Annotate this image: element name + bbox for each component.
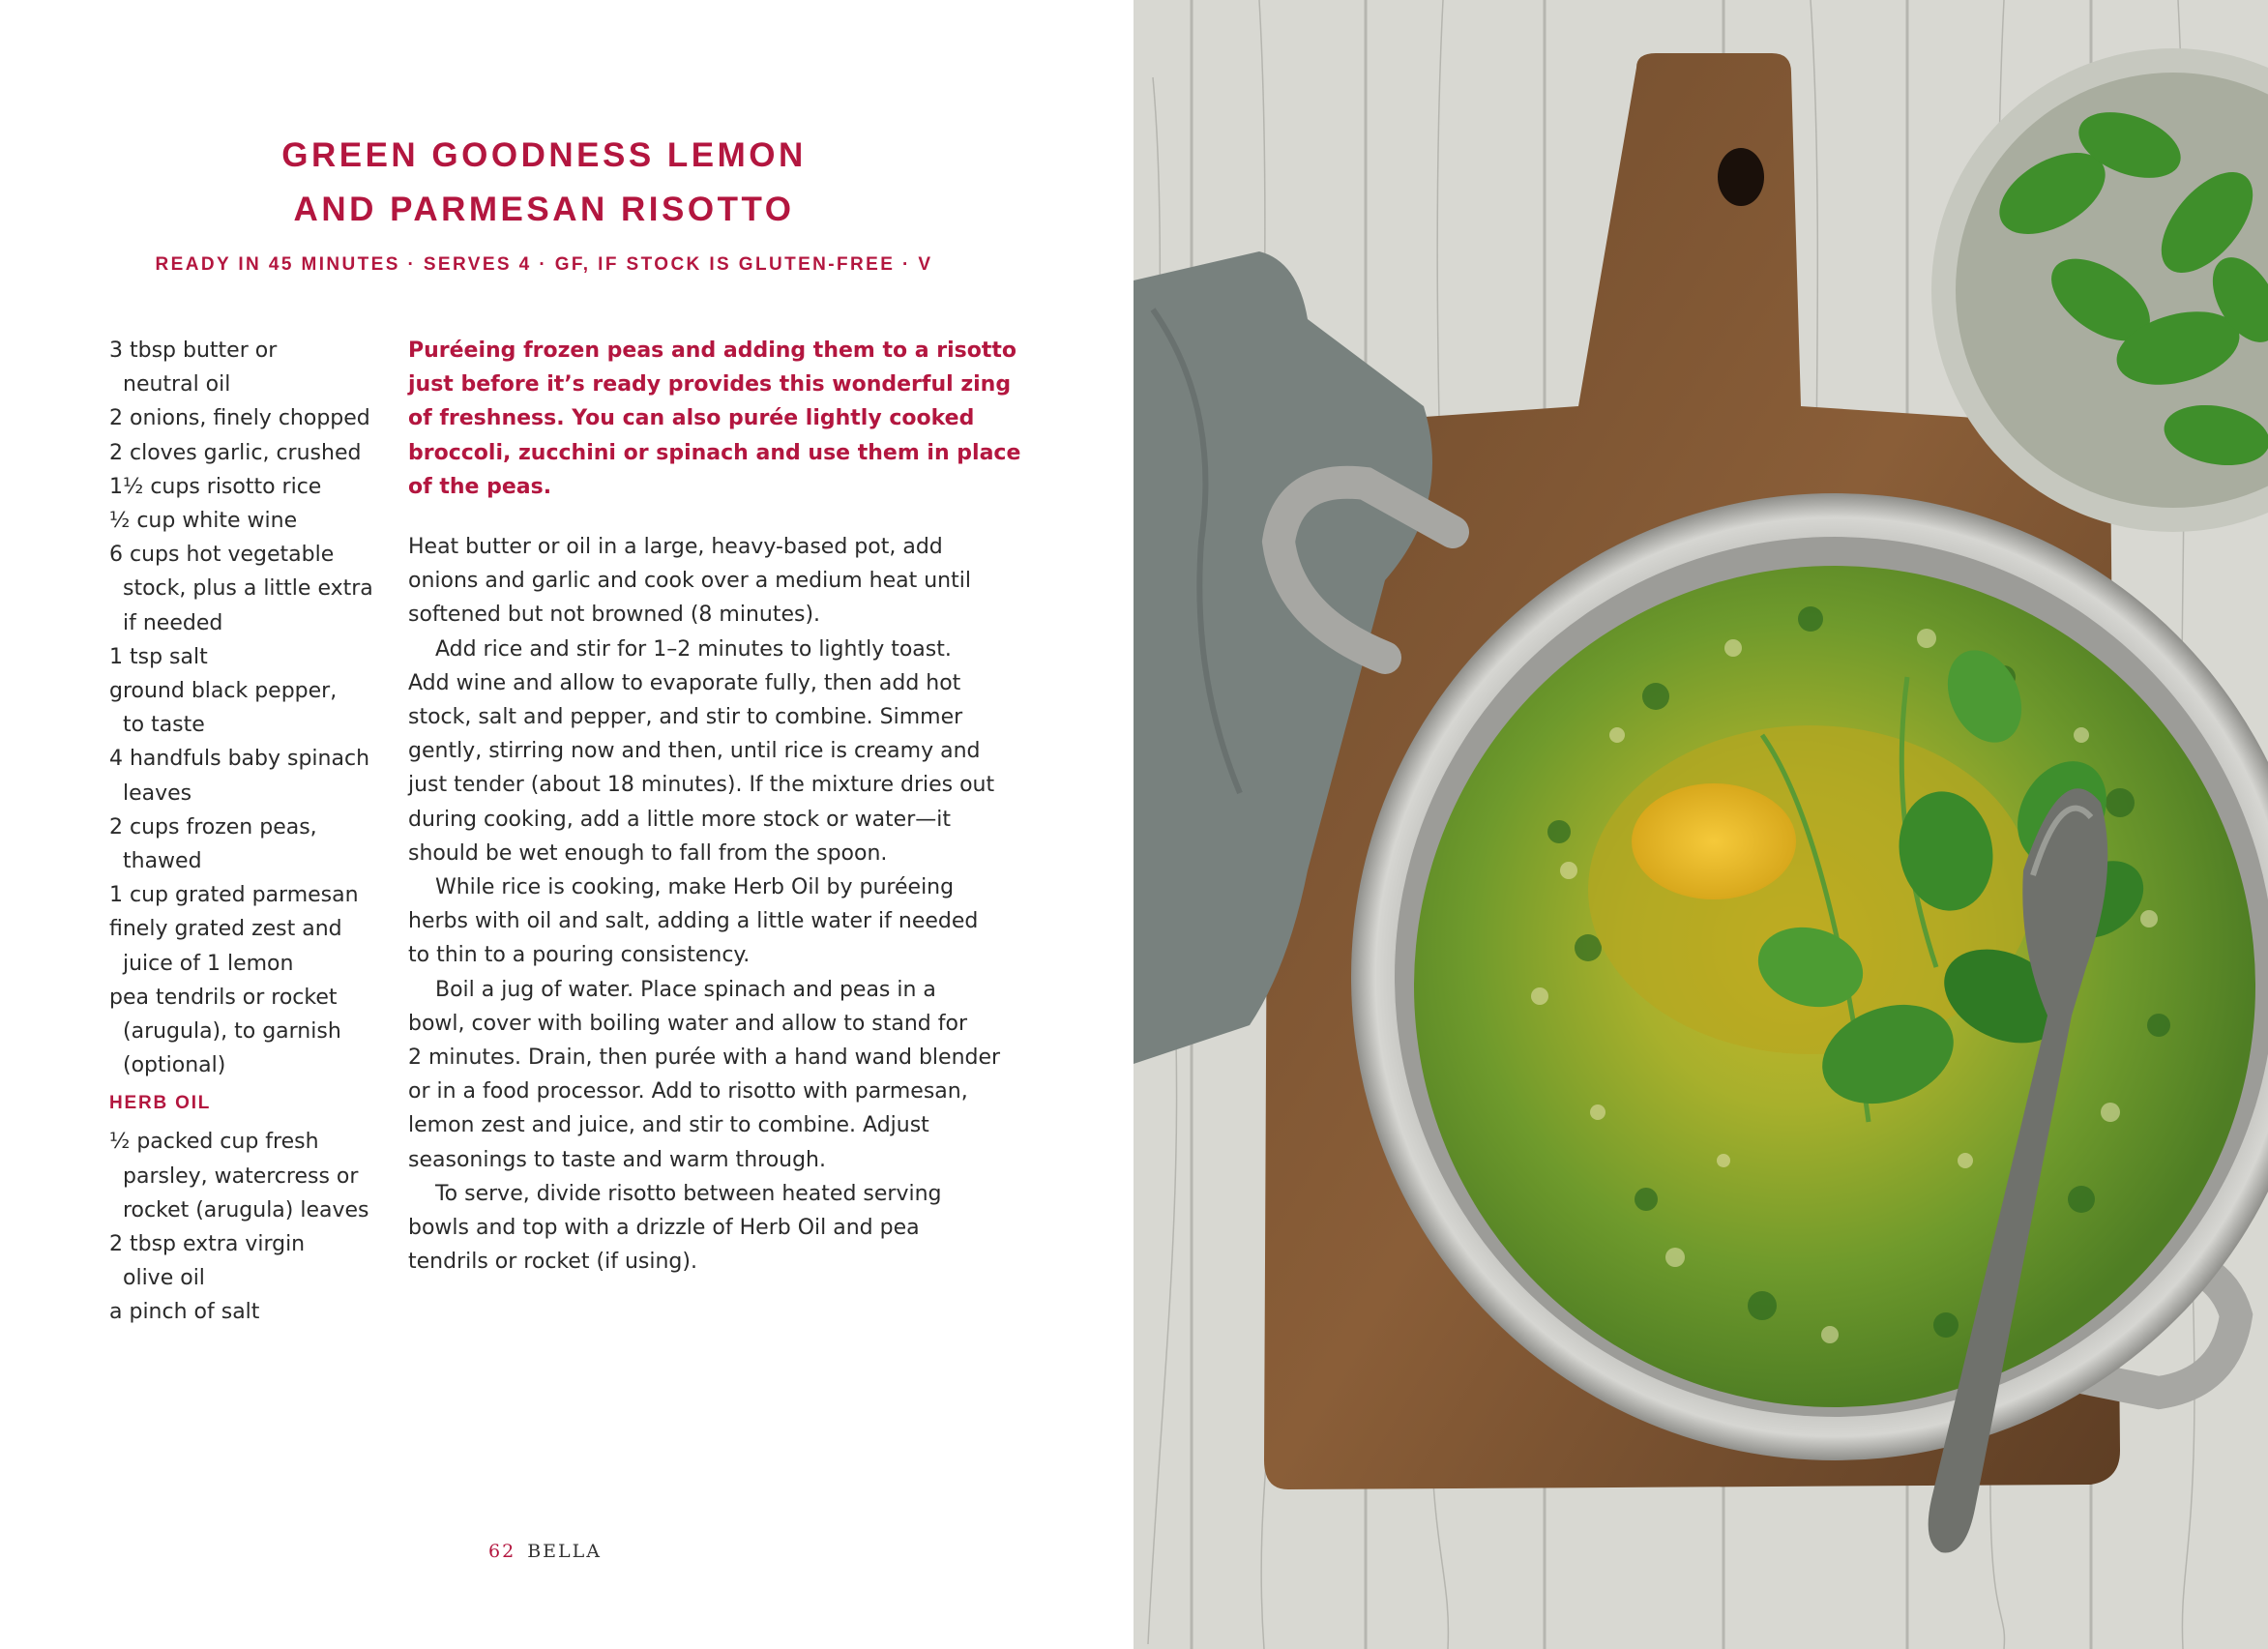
- ingredient-line: 1 tsp salt: [109, 644, 208, 669]
- ingredient-line: to taste: [123, 713, 205, 738]
- method-line: Add rice and stir for 1–2 minutes to lightly toast.: [408, 636, 952, 662]
- ingredient-line: if needed: [123, 610, 223, 635]
- method-line: Add wine and allow to evaporate fully, then add hot: [408, 670, 961, 695]
- recipe-title-line-1: GREEN GOODNESS LEMON: [281, 136, 807, 174]
- ingredient-line: 1 cup grated parmesan: [109, 883, 359, 908]
- intro-line: broccoli, zucchini or spinach and use them in place: [408, 440, 1021, 465]
- method-line: seasonings to taste and warm through.: [408, 1147, 826, 1172]
- recipe-title-line-2: AND PARMESAN RISOTTO: [293, 191, 795, 228]
- risotto-photo: [1134, 0, 2268, 1649]
- ingredient-line: finely grated zest and: [109, 917, 342, 942]
- method-line: or in a food processor. Add to risotto with parmesan,: [408, 1079, 968, 1104]
- method-line: Boil a jug of water. Place spinach and peas in a: [408, 977, 936, 1002]
- ingredient-line: stock, plus a little extra: [123, 576, 373, 602]
- intro-line: of the peas.: [408, 474, 552, 499]
- recipe-title: [0, 129, 1088, 237]
- ingredient-line: 4 handfuls baby spinach: [109, 747, 370, 772]
- book-title: BELLA: [527, 1541, 602, 1562]
- ingredient-line: 6 cups hot vegetable: [109, 543, 335, 568]
- method-line: gently, stirring now and then, until rice is creamy and: [408, 739, 981, 764]
- herb-oil-line: a pinch of salt: [109, 1300, 260, 1325]
- herb-oil-heading: HERB OIL: [109, 1093, 212, 1114]
- page-folio: [488, 1541, 602, 1562]
- board-hole: [1718, 148, 1764, 206]
- ingredient-line: 2 cups frozen peas,: [109, 814, 317, 839]
- ingredient-line: 2 cloves garlic, crushed: [109, 440, 362, 465]
- method-text: [408, 334, 1021, 1279]
- ingredient-line: ½ cup white wine: [109, 509, 298, 534]
- egg-yolk: [1632, 783, 1796, 899]
- ingredient-line: ground black pepper,: [109, 679, 338, 704]
- method-line: bowl, cover with boiling water and allow to stand for: [408, 1011, 968, 1036]
- method-line: 2 minutes. Drain, then purée with a hand wand blender: [408, 1045, 1001, 1071]
- method-line: lemon zest and juice, and stir to combine. Adjust: [408, 1113, 929, 1138]
- ingredient-line: 1½ cups risotto rice: [109, 474, 322, 499]
- herb-oil-line: olive oil: [123, 1266, 205, 1291]
- ingredients-list: [109, 334, 399, 1330]
- intro-line: Puréeing frozen peas and adding them to a risotto: [408, 339, 1017, 363]
- intro-line: just before it’s ready provides this wonderful zing: [408, 372, 1012, 398]
- method-line: to thin to a pouring consistency.: [408, 943, 751, 968]
- paragraph-gap: [408, 504, 988, 530]
- ingredient-line: neutral oil: [123, 372, 231, 398]
- herb-oil-line: parsley, watercress or: [123, 1163, 359, 1189]
- herb-oil-line: rocket (arugula) leaves: [123, 1197, 369, 1222]
- method-line: just tender (about 18 minutes). If the mixture dries out: [408, 773, 995, 798]
- herb-oil-line: ½ packed cup fresh: [109, 1130, 319, 1155]
- recipe-subtitle: READY IN 45 MINUTES · SERVES 4 · GF, IF STOCK IS GLUTEN-FREE · V: [155, 254, 933, 275]
- method-line: To serve, divide risotto between heated serving: [408, 1181, 942, 1206]
- method-line: Heat butter or oil in a large, heavy-based pot, add: [408, 535, 943, 560]
- ingredient-line: 3 tbsp butter or: [109, 339, 278, 363]
- method-line: tendrils or rocket (if using).: [408, 1250, 697, 1275]
- method-line: bowls and top with a drizzle of Herb Oil and pea: [408, 1216, 920, 1241]
- method-line: herbs with oil and salt, adding a little water if needed: [408, 909, 979, 934]
- ingredient-line: juice of 1 lemon: [123, 951, 294, 976]
- method-line: during cooking, add a little more stock or water—it: [408, 807, 951, 832]
- method-line: softened but not browned (8 minutes).: [408, 603, 821, 628]
- herb-oil-line: 2 tbsp extra virgin: [109, 1232, 306, 1257]
- method-line: should be wet enough to fall from the spoon.: [408, 840, 888, 866]
- method-line: While rice is cooking, make Herb Oil by puréeing: [408, 875, 955, 900]
- ingredient-line: 2 onions, finely chopped: [109, 406, 370, 431]
- ingredient-line: pea tendrils or rocket: [109, 985, 338, 1010]
- ingredient-line: leaves: [123, 780, 192, 806]
- intro-line: of freshness. You can also purée lightly cooked: [408, 406, 975, 431]
- ingredient-line: (arugula), to garnish: [123, 1019, 341, 1045]
- ingredient-line: thawed: [123, 849, 202, 874]
- ingredient-line: (optional): [123, 1053, 226, 1078]
- method-line: onions and garlic and cook over a medium heat until: [408, 569, 971, 594]
- method-line: stock, salt and pepper, and stir to combine. Simmer: [408, 705, 963, 730]
- page-number: 62: [488, 1541, 516, 1562]
